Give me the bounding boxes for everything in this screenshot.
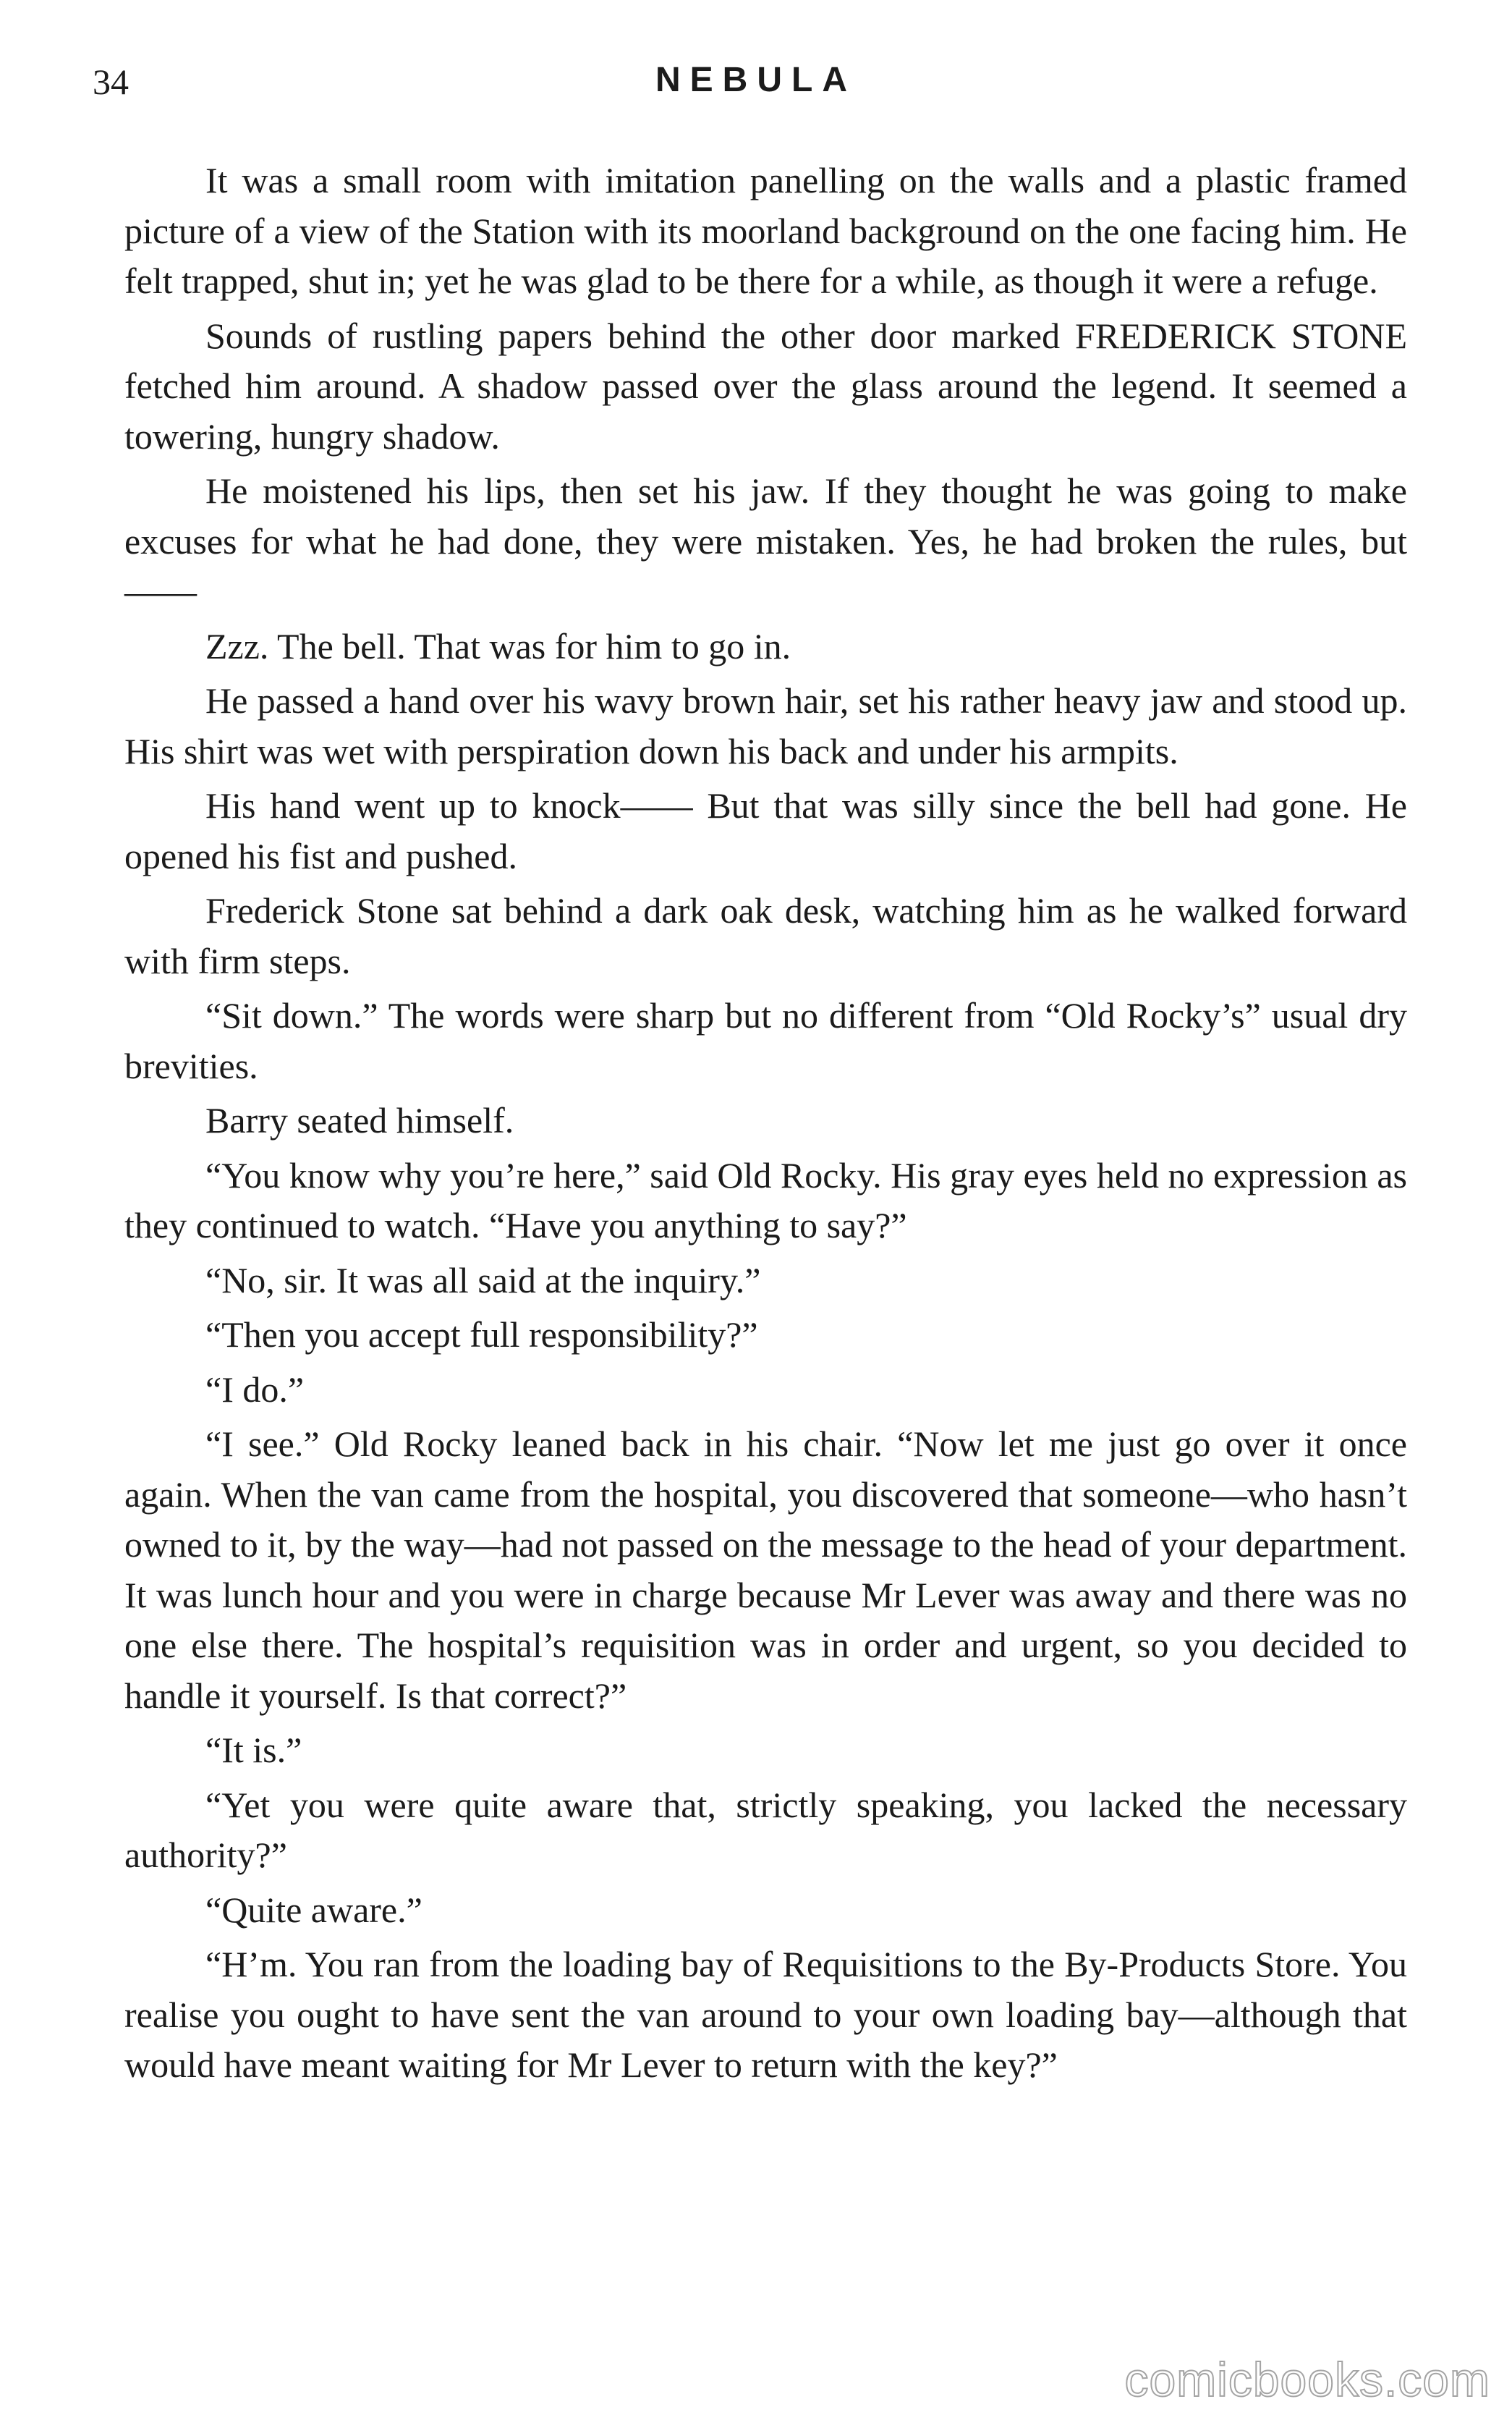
paragraph: He moistened his lips, then set his jaw. If they thought he was going to make excuses for what he had done, they were mistaken. Yes, he had broken the rules, but—— [124, 470, 1407, 612]
paragraph: “I do.” [205, 1368, 305, 1410]
paragraph: “It is.” [205, 1730, 302, 1770]
paragraph: Barry seated himself. [205, 1100, 514, 1141]
story-text [124, 156, 1407, 2095]
paragraph: “Sit down.” The words were sharp but no different from “Old Rocky’s” usual dry brevities. [124, 995, 1407, 1086]
paragraph: His hand went up to knock—— But that was silly since the bell had gone. He opened his fist and pushed. [124, 785, 1407, 876]
paragraph: It was a small room with imitation panelling on the walls and a plastic framed picture of a view of the Station with its moorland background on the one facing him. He felt trapped, shut in; yet he was glad to be there for a while, as though it were a refuge. [124, 160, 1407, 301]
paragraph: “I see.” Old Rocky leaned back in his chair. “Now let me just go over it once again. When the van came from the hospital, you discovered that someone—who hasn’t owned to it, by the way—had not passed on the message to the head of your department. It was lunch hour and you were in charge because Mr Lever was away and there was no one else there. The hospital’s requisition was in order and urgent, so you decided to handle it yourself. Is that correct?” [124, 1423, 1407, 1716]
paragraph: “Then you accept full responsibility?” [205, 1314, 758, 1355]
paragraph: Frederick Stone sat behind a dark oak desk, watching him as he walked forward with firm steps. [124, 890, 1407, 981]
site-watermark: comicbooks.com [1124, 2353, 1490, 2406]
paragraph: “Yet you were quite aware that, strictly speaking, you lacked the necessary authority?” [124, 1784, 1407, 1875]
page-number: 34 [93, 62, 129, 102]
paragraph: “H’m. You ran from the loading bay of Requisitions to the By-Products Store. You realise you ought to have sent the van around to your own loading bay—although that would have meant waiting for Mr Lever to return with the key?” [124, 1944, 1407, 2085]
paragraph: Sounds of rustling papers behind the other door marked FREDERICK STONE fetched him around. A shadow passed over the glass around the legend. It seemed a towering, hungry shadow. [124, 315, 1407, 457]
paragraph: “You know why you’re here,” said Old Rocky. His gray eyes held no expression as they continued to watch. “Have you anything to say?” [124, 1154, 1407, 1245]
paragraph: “No, sir. It was all said at the inquiry.” [205, 1259, 761, 1300]
paragraph: Zzz. The bell. That was for him to go in. [205, 625, 791, 667]
running-title: NEBULA [655, 61, 857, 99]
paragraph: He passed a hand over his wavy brown hair, set his rather heavy jaw and stood up. His shirt was wet with perspiration down his back and under his armpits. [124, 680, 1407, 771]
paragraph: “Quite aware.” [205, 1889, 422, 1930]
